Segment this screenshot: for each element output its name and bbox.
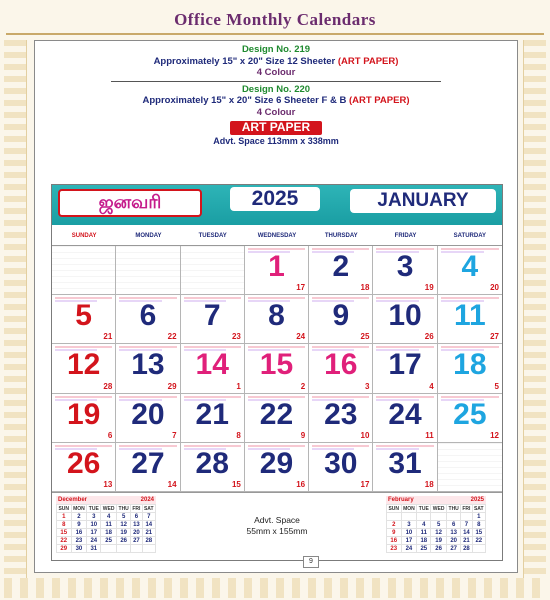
mini-calendar-prev (56, 496, 156, 553)
date-number: 6 (139, 299, 157, 333)
date-number: 17 (388, 348, 422, 382)
bottom-ornament-border (4, 578, 546, 598)
date-number: 16 (324, 348, 358, 382)
date-number: 7 (203, 299, 221, 333)
tamil-date-number: 17 (360, 480, 370, 489)
page-number: 9 (303, 556, 319, 568)
mini-prev-table (56, 504, 156, 553)
mini-date: 8 (57, 521, 72, 529)
mini-weekday: THU (448, 505, 459, 512)
mini-weekday: WED (431, 505, 447, 513)
mini-date (142, 545, 155, 553)
mini-date: 28 (461, 545, 472, 553)
mini-date: 21 (461, 537, 472, 545)
date-cell (309, 344, 373, 393)
mini-date (447, 513, 461, 521)
mini-date: 20 (131, 529, 142, 537)
mini-date (461, 513, 472, 521)
mini-date: 4 (417, 521, 431, 529)
year-title: 2025 (230, 187, 320, 211)
date-cell (438, 295, 502, 344)
mini-date: 6 (447, 521, 461, 529)
tamil-date-number: 27 (490, 332, 499, 342)
date-cell (116, 394, 180, 443)
mini-prev-year: 2024 (140, 497, 154, 503)
tamil-date-number: 18 (360, 283, 370, 293)
design-220-spec: Approximately 15" x 20" Size 6 Sheeter F & B (ART PAPER) (142, 95, 410, 106)
tamil-date-number: 24 (296, 332, 306, 342)
product-info (35, 44, 517, 147)
mini-date: 27 (131, 537, 142, 545)
design-219-spec: Approximately 15" x 20" Size 12 Sheeter (ART PAPER) (153, 55, 399, 67)
mini-date (401, 513, 417, 521)
date-cell (309, 394, 373, 443)
date-cell (181, 443, 245, 492)
tamil-date-number: 26 (424, 332, 434, 342)
mini-date: 10 (87, 521, 101, 529)
date-number: 5 (75, 299, 92, 333)
design-220-label: Design No. 220 (241, 83, 311, 95)
mini-date: 3 (401, 521, 417, 529)
date-number: 1 (268, 250, 285, 283)
month-title: JANUARY (350, 189, 496, 213)
tamil-date-number: 5 (494, 381, 499, 391)
date-cell (181, 344, 245, 393)
mini-date: 24 (401, 545, 417, 553)
advt-space-top: Advt. Space 113mm x 338mm (213, 135, 339, 146)
mini-weekday: FRI (462, 505, 471, 512)
date-cell (245, 394, 309, 443)
mini-date: 22 (472, 537, 485, 545)
tamil-date-number: 13 (103, 480, 113, 489)
product-sheet (34, 40, 518, 573)
mini-date: 7 (461, 521, 472, 529)
tamil-date-number: 29 (167, 381, 177, 391)
mini-date: 5 (117, 513, 131, 521)
mini-date (117, 545, 131, 553)
mini-date: 31 (87, 545, 101, 553)
tamil-date-number: 14 (167, 480, 177, 489)
mini-weekday: TUE (418, 505, 429, 512)
date-cell (373, 295, 437, 344)
mini-date: 21 (142, 529, 155, 537)
date-number: 29 (259, 446, 294, 480)
mini-date: 11 (417, 529, 431, 537)
date-cell (309, 246, 373, 295)
mini-date: 23 (387, 545, 402, 553)
calendar-footer (52, 492, 502, 561)
mini-weekday: MON (71, 505, 87, 513)
tamil-date-number: 16 (296, 480, 306, 489)
mini-date: 9 (387, 529, 402, 537)
mini-date: 1 (57, 513, 72, 521)
mini-date: 14 (142, 521, 155, 529)
tamil-date-number: 1 (236, 381, 241, 391)
date-number: 31 (388, 446, 422, 480)
mini-weekday: SAT (473, 505, 484, 512)
mini-date: 11 (101, 521, 117, 529)
date-number: 26 (66, 446, 101, 480)
date-cell (309, 443, 373, 492)
mini-date: 23 (71, 537, 87, 545)
tamil-date-number: 12 (490, 430, 499, 440)
date-number: 14 (195, 348, 229, 382)
tamil-date-number: 9 (300, 430, 306, 440)
mini-date (387, 513, 402, 521)
calendar-header (52, 185, 502, 225)
date-number: 27 (131, 446, 165, 480)
tamil-date-number: 22 (167, 332, 177, 342)
date-cell (52, 295, 116, 344)
date-number: 22 (259, 397, 294, 431)
mini-weekday: FRI (132, 505, 141, 512)
art-paper-badge: ART PAPER (230, 121, 322, 135)
mini-prev-month: December (58, 497, 88, 503)
mini-weekday: TUE (88, 505, 99, 512)
date-number: 23 (324, 397, 358, 431)
mini-next-table (386, 504, 486, 553)
date-number: 21 (195, 397, 229, 431)
date-cell (373, 246, 437, 295)
empty-cell (116, 246, 180, 295)
mini-date: 19 (117, 529, 131, 537)
mini-date: 12 (117, 521, 131, 529)
date-number: 25 (453, 397, 487, 431)
date-number: 24 (388, 397, 422, 431)
tamil-date-number: 8 (236, 430, 241, 440)
design-220-colour: 4 Colour (256, 106, 296, 118)
mini-date: 25 (101, 537, 117, 545)
date-cell (52, 394, 116, 443)
date-cell (373, 344, 437, 393)
mini-date: 8 (472, 521, 485, 529)
mini-date: 17 (401, 537, 417, 545)
tamil-date-number: 23 (231, 332, 241, 342)
date-cell (438, 344, 502, 393)
tamil-date-number: 3 (364, 381, 370, 391)
date-cell (438, 394, 502, 443)
mini-date (417, 513, 431, 521)
mini-date: 4 (101, 513, 117, 521)
weekday-label: MONDAY (135, 233, 162, 239)
date-number: 4 (461, 250, 479, 283)
design-219-label: Design No. 219 (241, 44, 311, 55)
calendar-sample (51, 184, 503, 561)
date-cell (373, 443, 437, 492)
mini-date (472, 545, 485, 553)
tamil-date-number: 21 (103, 332, 113, 342)
mini-date: 13 (131, 521, 142, 529)
tamil-date-number: 7 (172, 430, 177, 440)
tamil-date-number: 17 (296, 283, 306, 293)
tamil-date-number: 6 (107, 430, 113, 440)
date-cell (245, 246, 309, 295)
empty-cell (438, 443, 502, 492)
date-number: 15 (259, 348, 294, 382)
tamil-date-number: 10 (360, 430, 370, 440)
design-219-colour: 4 Colour (256, 67, 296, 78)
date-number: 28 (195, 446, 229, 480)
date-number: 20 (131, 397, 165, 431)
date-number: 9 (332, 299, 350, 333)
mini-date: 16 (71, 529, 87, 537)
mini-date: 27 (447, 545, 461, 553)
tamil-date-number: 15 (231, 480, 241, 489)
mini-date: 26 (431, 545, 447, 553)
mini-date: 2 (387, 521, 402, 529)
weekday-label: SUNDAY (71, 233, 97, 239)
tamil-date-number: 20 (490, 283, 499, 293)
mini-date: 10 (401, 529, 417, 537)
mini-date: 3 (87, 513, 101, 521)
empty-cell (52, 246, 116, 295)
date-cell (181, 295, 245, 344)
mini-date (101, 545, 117, 553)
title-divider (6, 33, 544, 35)
date-cell (52, 443, 116, 492)
advt-space-size: 55mm x 155mm (246, 526, 308, 536)
weekday-label: FRIDAY (394, 233, 417, 239)
info-divider (111, 81, 441, 82)
date-grid (52, 246, 502, 492)
date-cell (52, 344, 116, 393)
mini-calendar-next (386, 496, 486, 553)
weekday-label: SATURDAY (453, 233, 487, 239)
tamil-month-title: ஜனவரி (58, 189, 202, 217)
mini-next-month: February (388, 497, 414, 503)
left-ornament-border (4, 40, 27, 586)
mini-date: 24 (87, 537, 101, 545)
empty-cell (181, 246, 245, 295)
mini-date: 19 (431, 537, 447, 545)
mini-date: 2 (71, 513, 87, 521)
date-cell (373, 394, 437, 443)
mini-date (431, 513, 447, 521)
right-ornament-border (523, 40, 546, 586)
weekday-label: TUESDAY (198, 233, 227, 239)
date-cell (116, 443, 180, 492)
mini-date: 12 (431, 529, 447, 537)
date-number: 12 (66, 348, 101, 382)
tamil-date-number: 19 (424, 283, 434, 293)
advt-space-label: Advt. Space (254, 515, 300, 525)
tamil-date-number: 25 (360, 332, 370, 342)
mini-date: 6 (131, 513, 142, 521)
date-cell (181, 394, 245, 443)
date-number: 30 (324, 446, 358, 480)
date-cell (245, 295, 309, 344)
date-cell (438, 246, 502, 295)
date-cell (309, 295, 373, 344)
mini-date: 16 (387, 537, 402, 545)
mini-weekday: SUN (58, 505, 70, 512)
mini-date: 14 (461, 529, 472, 537)
mini-weekday: THU (118, 505, 129, 512)
page-title: Office Monthly Calendars (174, 10, 376, 29)
mini-date: 22 (57, 537, 72, 545)
mini-date: 20 (447, 537, 461, 545)
mini-date: 15 (472, 529, 485, 537)
date-number: 13 (131, 348, 165, 382)
mini-date: 9 (71, 521, 87, 529)
date-number: 3 (396, 250, 414, 283)
date-cell (245, 344, 309, 393)
tamil-date-number: 11 (425, 430, 434, 440)
mini-date: 25 (417, 545, 431, 553)
mini-date: 28 (142, 537, 155, 545)
mini-weekday: MON (401, 505, 417, 513)
tamil-date-number: 28 (103, 381, 113, 391)
date-cell (116, 295, 180, 344)
tamil-date-number: 18 (424, 480, 434, 489)
mini-date: 1 (472, 513, 485, 521)
date-number: 11 (453, 299, 486, 333)
date-cell (245, 443, 309, 492)
weekday-label: THURSDAY (324, 233, 358, 239)
date-number: 10 (388, 299, 422, 333)
weekday-label: WEDNESDAY (257, 233, 297, 239)
mini-next-year: 2025 (470, 497, 484, 503)
advt-space-box (212, 515, 342, 537)
mini-date: 18 (417, 537, 431, 545)
mini-date: 26 (117, 537, 131, 545)
date-number: 2 (332, 250, 350, 283)
tamil-date-number: 4 (429, 381, 434, 391)
mini-weekday: SAT (143, 505, 154, 512)
tamil-date-number: 2 (300, 381, 306, 391)
weekday-header (52, 225, 502, 246)
mini-weekday: SUN (388, 505, 400, 512)
mini-date: 29 (57, 545, 72, 553)
mini-date: 15 (57, 529, 72, 537)
mini-date: 13 (447, 529, 461, 537)
date-number: 8 (268, 299, 285, 333)
mini-date (131, 545, 142, 553)
mini-date: 17 (87, 529, 101, 537)
mini-date: 7 (142, 513, 155, 521)
mini-date: 30 (71, 545, 87, 553)
date-number: 18 (453, 348, 487, 382)
mini-date: 18 (101, 529, 117, 537)
date-cell (116, 344, 180, 393)
mini-date: 5 (431, 521, 447, 529)
date-number: 19 (66, 397, 101, 431)
mini-weekday: WED (101, 505, 117, 513)
